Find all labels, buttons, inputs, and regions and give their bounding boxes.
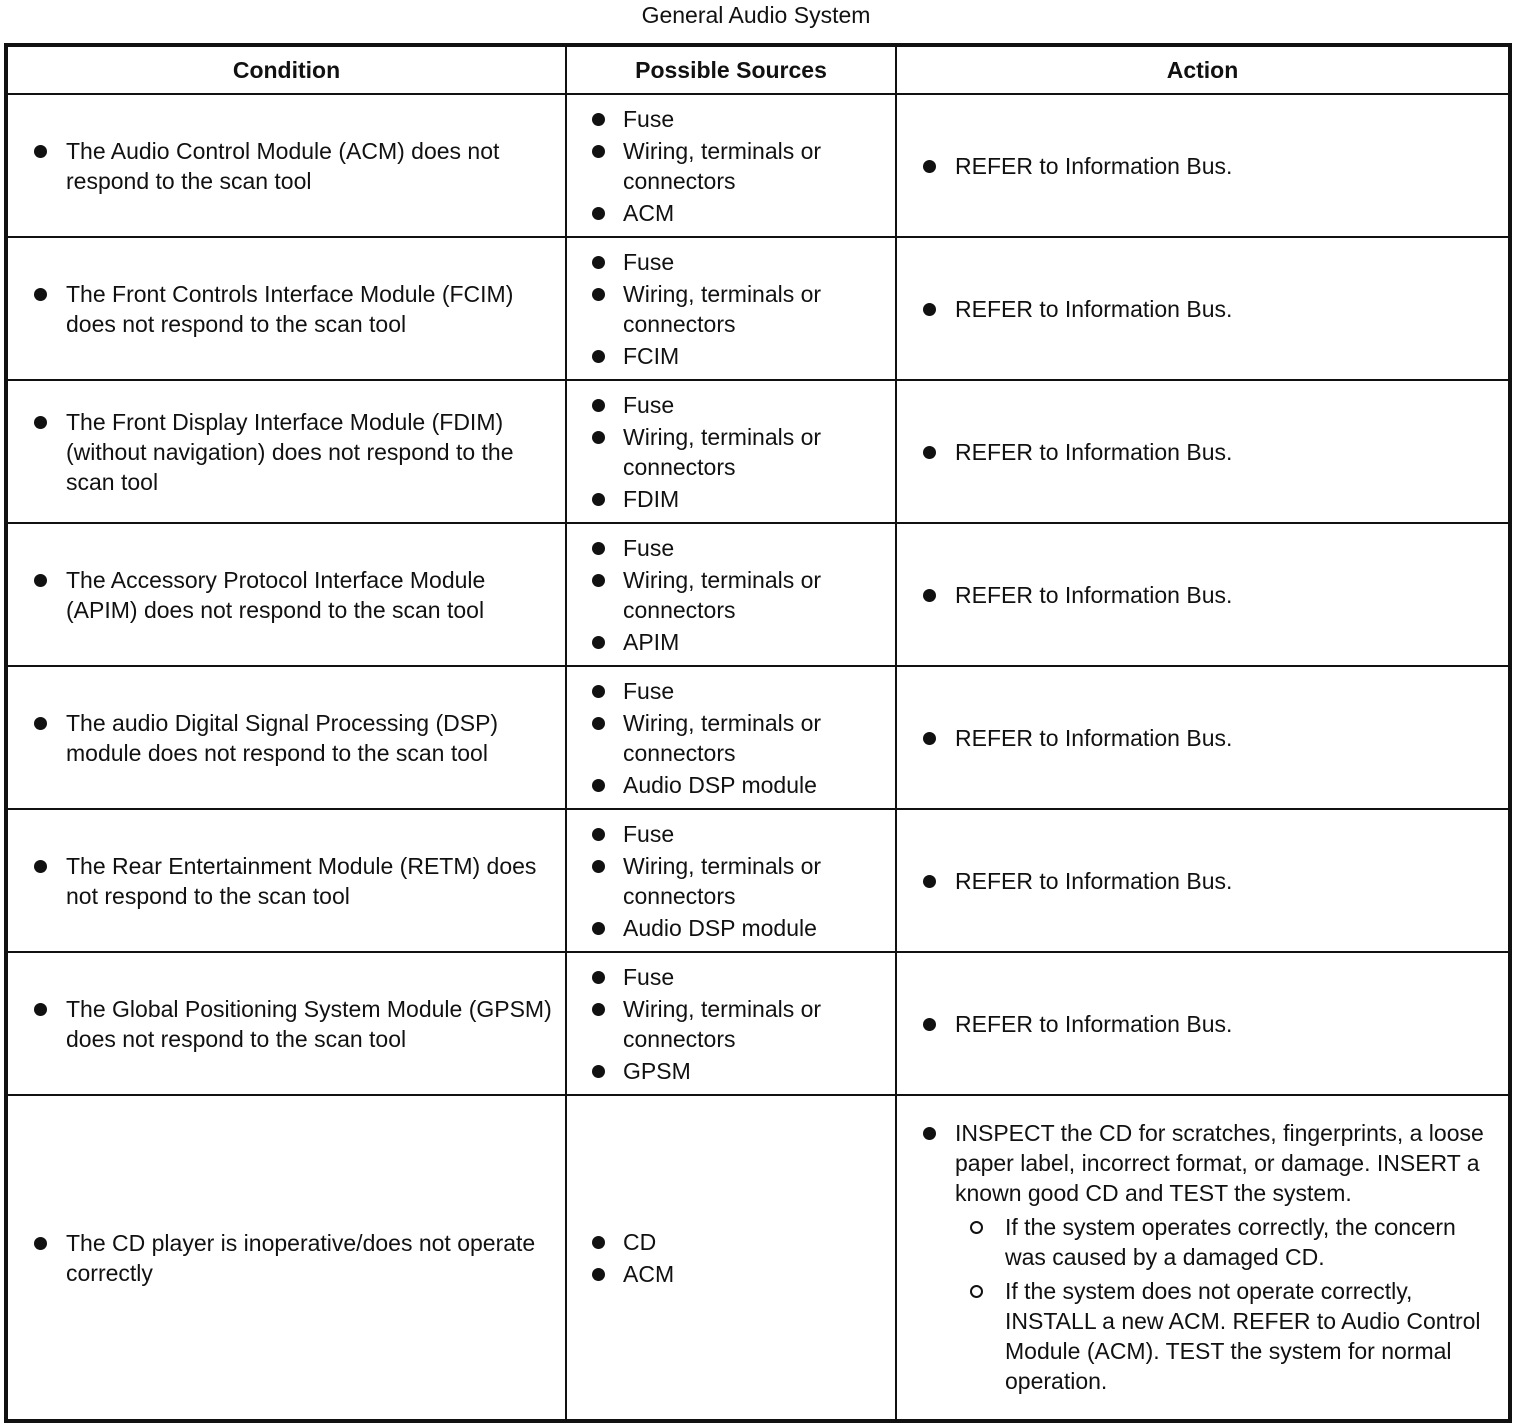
table-row bbox=[6, 94, 1510, 237]
condition-cell bbox=[6, 952, 566, 1095]
action-text: REFER to Information Bus. bbox=[897, 723, 1508, 753]
condition-text: The Front Display Interface Module (FDIM) (without navigation) does not respond to the scan tool bbox=[8, 407, 565, 497]
condition-cell bbox=[6, 666, 566, 809]
action-cell bbox=[896, 952, 1510, 1095]
source-item: Fuse bbox=[567, 247, 895, 277]
source-item: ACM bbox=[567, 1259, 895, 1289]
action-item bbox=[897, 1118, 1508, 1396]
source-item: ACM bbox=[567, 198, 895, 228]
sources-cell bbox=[566, 666, 896, 809]
sources-cell bbox=[566, 94, 896, 237]
source-item: GPSM bbox=[567, 1056, 895, 1086]
condition-text: The Front Controls Interface Module (FCIM) does not respond to the scan tool bbox=[8, 279, 565, 339]
action-text: REFER to Information Bus. bbox=[897, 580, 1508, 610]
header-row bbox=[6, 45, 1510, 94]
action-text: INSPECT the CD for scratches, fingerprints, a loose paper label, incorrect format, or damage. INSERT a known good CD and TEST the system. bbox=[955, 1119, 1484, 1206]
source-item: Fuse bbox=[567, 676, 895, 706]
condition-cell bbox=[6, 523, 566, 666]
source-item: Wiring, terminals or connectors bbox=[567, 708, 895, 768]
source-item: FCIM bbox=[567, 341, 895, 371]
condition-text: The Accessory Protocol Interface Module (APIM) does not respond to the scan tool bbox=[8, 565, 565, 625]
source-item: Fuse bbox=[567, 533, 895, 563]
condition-text: The Audio Control Module (ACM) does not respond to the scan tool bbox=[8, 136, 565, 196]
action-cell bbox=[896, 1095, 1510, 1421]
action-subitem: If the system operates correctly, the concern was caused by a damaged CD. bbox=[955, 1212, 1502, 1272]
condition-text: The audio Digital Signal Processing (DSP) module does not respond to the scan tool bbox=[8, 708, 565, 768]
action-text: REFER to Information Bus. bbox=[897, 151, 1508, 181]
table-row bbox=[6, 237, 1510, 380]
sources-cell bbox=[566, 809, 896, 952]
header-possible-sources: Possible Sources bbox=[566, 45, 896, 94]
sources-cell bbox=[566, 380, 896, 523]
source-item: Wiring, terminals or connectors bbox=[567, 994, 895, 1054]
source-item: Wiring, terminals or connectors bbox=[567, 136, 895, 196]
table-row bbox=[6, 666, 1510, 809]
action-cell bbox=[896, 94, 1510, 237]
sources-cell bbox=[566, 1095, 896, 1421]
action-text: REFER to Information Bus. bbox=[897, 437, 1508, 467]
source-item: Wiring, terminals or connectors bbox=[567, 565, 895, 625]
source-item: APIM bbox=[567, 627, 895, 657]
table-row bbox=[6, 380, 1510, 523]
table-row bbox=[6, 952, 1510, 1095]
header-condition: Condition bbox=[6, 45, 566, 94]
action-text: REFER to Information Bus. bbox=[897, 866, 1508, 896]
source-item: Audio DSP module bbox=[567, 770, 895, 800]
source-item: Audio DSP module bbox=[567, 913, 895, 943]
condition-cell bbox=[6, 809, 566, 952]
source-item: Fuse bbox=[567, 819, 895, 849]
source-item: Fuse bbox=[567, 104, 895, 134]
source-item: Wiring, terminals or connectors bbox=[567, 279, 895, 339]
condition-cell bbox=[6, 380, 566, 523]
sources-cell bbox=[566, 237, 896, 380]
action-cell bbox=[896, 380, 1510, 523]
condition-text: The Rear Entertainment Module (RETM) does not respond to the scan tool bbox=[8, 851, 565, 911]
action-text: REFER to Information Bus. bbox=[897, 294, 1508, 324]
action-text: REFER to Information Bus. bbox=[897, 1009, 1508, 1039]
action-cell bbox=[896, 523, 1510, 666]
sources-cell bbox=[566, 952, 896, 1095]
condition-cell bbox=[6, 1095, 566, 1421]
condition-text: The Global Positioning System Module (GPSM) does not respond to the scan tool bbox=[8, 994, 565, 1054]
action-subitem: If the system does not operate correctly, INSTALL a new ACM. REFER to Audio Control Module (ACM). TEST the system for normal operation. bbox=[955, 1276, 1502, 1396]
condition-cell bbox=[6, 237, 566, 380]
table-row bbox=[6, 809, 1510, 952]
table-row bbox=[6, 1095, 1510, 1421]
table-caption: General Audio System bbox=[641, 2, 871, 28]
action-cell bbox=[896, 666, 1510, 809]
diagnostic-table bbox=[4, 43, 1512, 1423]
action-sublist bbox=[955, 1212, 1502, 1396]
source-item: Fuse bbox=[567, 962, 895, 992]
source-item: Wiring, terminals or connectors bbox=[567, 851, 895, 911]
source-item: Fuse bbox=[567, 390, 895, 420]
condition-cell bbox=[6, 94, 566, 237]
source-item: CD bbox=[567, 1227, 895, 1257]
header-action: Action bbox=[896, 45, 1510, 94]
action-cell bbox=[896, 237, 1510, 380]
condition-text: The CD player is inoperative/does not operate correctly bbox=[8, 1228, 565, 1288]
sources-cell bbox=[566, 523, 896, 666]
source-item: FDIM bbox=[567, 484, 895, 514]
source-item: Wiring, terminals or connectors bbox=[567, 422, 895, 482]
table-row bbox=[6, 523, 1510, 666]
action-cell bbox=[896, 809, 1510, 952]
